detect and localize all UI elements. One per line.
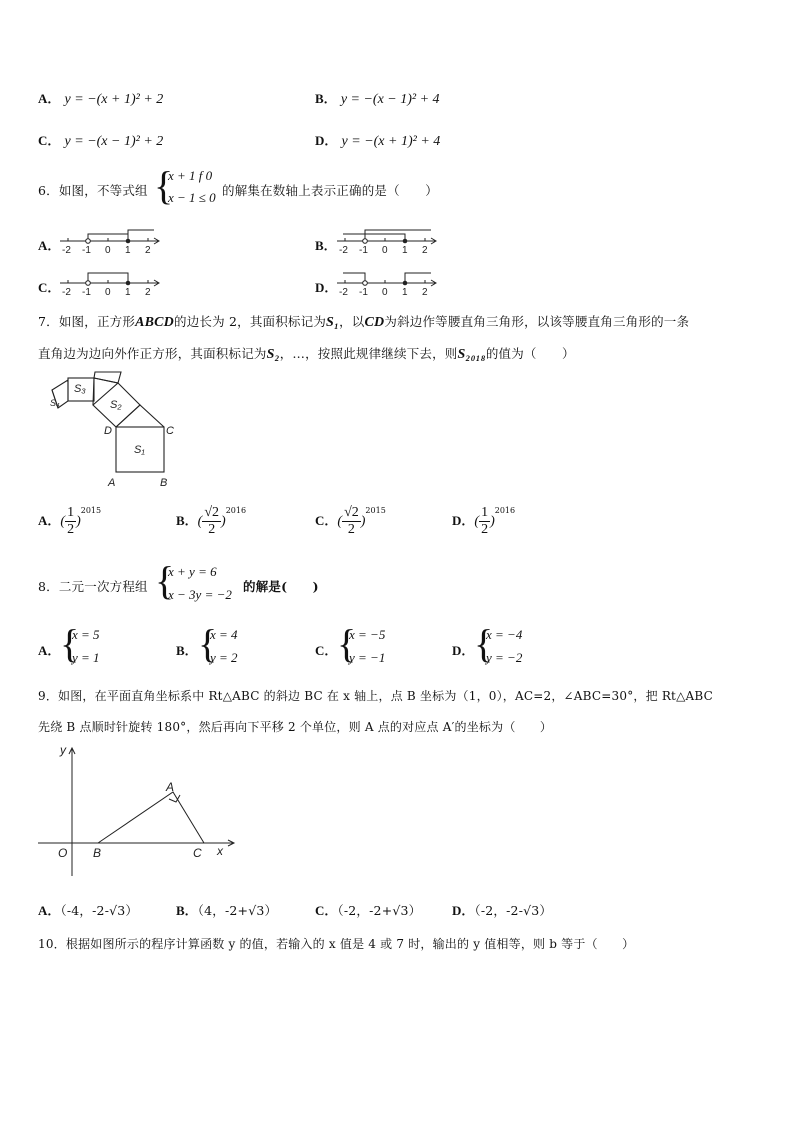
q8-option-c-label[interactable]: C． xyxy=(315,643,338,658)
q9-option-d[interactable] xyxy=(452,900,552,919)
q7-text-2b: ，…，按照此规律继续下去，则 xyxy=(279,346,458,361)
q6-inequality-1: x + 1 f 0 xyxy=(168,168,213,183)
q5-option-c[interactable] xyxy=(38,130,163,150)
q7-option-c-label: C． xyxy=(315,513,338,528)
q6-b-tick-2: -1 xyxy=(359,245,368,254)
q8-option-a-y: y = 1 xyxy=(72,650,100,665)
q7-option-d-den: 2 xyxy=(481,522,489,537)
q5-option-c-label: C． xyxy=(38,133,61,148)
q8-brace: { xyxy=(155,558,175,603)
q6-c-tick-2: -1 xyxy=(82,287,91,296)
q7-text-1b: 的边长为 2，其面积标记为 xyxy=(174,314,327,329)
q6-option-d-label[interactable]: D． xyxy=(315,280,338,295)
q7-text-1a: 7．如图，正方形 xyxy=(38,314,136,329)
q6-c-tick-1: -2 xyxy=(62,287,71,296)
q6-a-tick-2: -1 xyxy=(82,245,91,254)
q7-option-c[interactable]: C．( $\frac{√2}{2}$ )$^{2015}$ xyxy=(315,505,386,537)
q7-text-2a: 直角边为边向外作正方形，其面积标记为 xyxy=(38,346,267,361)
q7-text-2c: 的值为（ ） xyxy=(485,346,575,361)
q9-stem-line-1: 9．如图，在平面直角坐标系中 Rt△ABC 的斜边 BC 在 x 轴上，点 B 坐标为（1，0），AC=2，∠ABC=30°，把 Rt△ABC xyxy=(38,689,713,703)
q9-option-b-value: （4，-2+√3） xyxy=(197,903,278,918)
q7-option-a-label: A． xyxy=(38,513,61,528)
q6-brace: { xyxy=(154,163,174,208)
q7-option-a-fraction xyxy=(65,505,76,538)
q6-d-tick-5: 2 xyxy=(422,287,428,296)
q7-option-d-fraction xyxy=(479,505,490,538)
q6-a-tick-4: 1 xyxy=(125,245,131,254)
q7-s2: S₂ xyxy=(266,347,280,362)
q6-a-tick-3: 0 xyxy=(105,245,111,254)
q6-option-a-label[interactable]: A． xyxy=(38,238,61,253)
q9-option-a-label: A． xyxy=(38,903,61,918)
q7-square-figure xyxy=(38,368,188,492)
q5-option-b-expr: y = −(x − 1)² + 4 xyxy=(340,92,440,107)
q9-option-b[interactable] xyxy=(176,900,277,919)
q9-fig-label-a: A xyxy=(166,780,175,794)
q7-option-b-label: B． xyxy=(176,513,198,528)
q6-a-tick-1: -2 xyxy=(62,245,71,254)
q7-abcd: ABCD xyxy=(135,315,174,330)
q8-option-a-label[interactable]: A． xyxy=(38,643,61,658)
q7-s2018: S₂₀₁₈ xyxy=(457,347,486,362)
q7-option-d-num: 1 xyxy=(481,505,489,520)
q7-option-a-exp: 2015 xyxy=(80,506,102,515)
q7-fig-label-s3: S₃ xyxy=(74,383,86,395)
q7-option-b-exp: 2016 xyxy=(225,506,247,515)
q6-inequality-2: x − 1 ≤ 0 xyxy=(168,190,216,205)
q6-stem-suffix: 的解集在数轴上表示正确的是（ ） xyxy=(222,183,438,198)
q5-option-b[interactable] xyxy=(315,88,440,108)
q5-option-d-label: D． xyxy=(315,133,338,148)
q7-option-b-den: 2 xyxy=(208,522,216,537)
q7-text-1c: ，以 xyxy=(339,314,365,329)
q9-fig-label-o: O xyxy=(58,846,68,860)
q7-option-c-num: √2 xyxy=(344,505,359,520)
q6-b-tick-5: 2 xyxy=(422,245,428,254)
q5-option-d-expr: y = −(x + 1)² + 4 xyxy=(341,134,441,149)
q6-number-line-b xyxy=(335,226,441,254)
q7-option-c-fraction xyxy=(342,505,361,538)
q5-option-d[interactable] xyxy=(315,130,440,150)
q7-fig-label-d: D xyxy=(104,425,112,437)
q8-option-b-y: y = 2 xyxy=(210,650,238,665)
q7-cd: CD xyxy=(364,315,385,330)
q6-b-tick-1: -2 xyxy=(339,245,348,254)
q7-fig-label-s1: S₁ xyxy=(134,444,145,456)
q6-d-tick-1: -2 xyxy=(339,287,348,296)
q7-option-d-exp: 2016 xyxy=(494,506,516,515)
q8-option-b-brace: { xyxy=(198,621,218,666)
q6-number-line-c xyxy=(58,268,164,296)
q6-d-tick-2: -1 xyxy=(359,287,368,296)
q9-coordinate-figure xyxy=(38,742,238,882)
q5-option-c-expr: y = −(x − 1)² + 2 xyxy=(64,134,164,149)
q8-equation-1: x + y = 6 xyxy=(168,564,217,579)
q9-option-b-label: B． xyxy=(176,903,198,918)
q7-fig-label-s2: S₂ xyxy=(110,399,122,411)
q6-b-tick-4: 1 xyxy=(402,245,408,254)
q6-number-line-a xyxy=(58,226,164,254)
q7-fig-label-s4: S₄ xyxy=(50,398,60,408)
q6-d-tick-3: 0 xyxy=(382,287,388,296)
q9-fig-label-y: y xyxy=(60,743,66,757)
q5-option-a-expr: y = −(x + 1)² + 2 xyxy=(64,92,164,107)
q7-fig-label-c: C xyxy=(166,425,174,437)
q7-option-a-den: 2 xyxy=(67,522,75,537)
q7-stem-line-1 xyxy=(38,312,689,331)
q7-option-a[interactable]: A．( $\frac{1}{2}$ )$^{2015}$ xyxy=(38,505,102,537)
q7-option-a-num: 1 xyxy=(67,505,75,520)
q8-option-d-x: x = −4 xyxy=(486,627,523,642)
q7-fig-label-a: A xyxy=(108,477,116,489)
q8-option-d-y: y = −2 xyxy=(486,650,523,665)
q5-option-b-label: B． xyxy=(315,91,337,106)
q6-option-c-label[interactable]: C． xyxy=(38,280,61,295)
q6-d-tick-4: 1 xyxy=(402,287,408,296)
q8-option-a-x: x = 5 xyxy=(72,627,100,642)
q8-option-c-y: y = −1 xyxy=(349,650,386,665)
q9-option-a[interactable] xyxy=(38,900,138,919)
q5-option-a[interactable] xyxy=(38,88,163,108)
q7-text-1d: 为斜边作等腰直角三角形，以该等腰直角三角形的一条 xyxy=(384,314,690,329)
q8-option-d-brace: { xyxy=(474,621,494,666)
q6-c-tick-5: 2 xyxy=(145,287,151,296)
q9-option-a-value: （-4，-2-√3） xyxy=(60,903,139,918)
q8-stem-suffix: 的解是( ) xyxy=(243,579,319,594)
q8-option-c-brace: { xyxy=(337,621,357,666)
q6-a-tick-5: 2 xyxy=(145,245,151,254)
q7-option-c-den: 2 xyxy=(347,522,355,537)
q9-option-d-label: D． xyxy=(452,903,475,918)
q7-stem-line-2 xyxy=(38,344,575,363)
q7-option-d-label: D． xyxy=(452,513,475,528)
q9-option-c[interactable] xyxy=(315,900,421,919)
q9-option-c-label: C． xyxy=(315,903,338,918)
q7-option-b[interactable]: B．( $\frac{√2}{2}$ )$^{2016}$ xyxy=(176,505,247,537)
q7-option-d[interactable]: D．( $\frac{1}{2}$ )$^{2016}$ xyxy=(452,505,516,537)
q7-fig-label-b: B xyxy=(160,477,168,489)
q7-option-b-num: √2 xyxy=(204,505,220,520)
q9-fig-label-b: B xyxy=(93,846,102,860)
q8-option-b-x: x = 4 xyxy=(210,627,238,642)
q8-option-c-x: x = −5 xyxy=(349,627,386,642)
q5-option-a-label: A． xyxy=(38,91,61,106)
q9-fig-label-c: C xyxy=(193,846,202,860)
q8-option-b-label[interactable]: B． xyxy=(176,643,198,658)
q8-equation-2: x − 3y = −2 xyxy=(168,587,232,602)
q7-option-b-fraction xyxy=(202,505,221,538)
q8-option-a-brace: { xyxy=(60,621,80,666)
q6-c-tick-3: 0 xyxy=(105,287,111,296)
q9-stem-line-2: 先绕 B 点顺时针旋转 180°，然后再向下平移 2 个单位，则 A 点的对应点 A′的坐标为（ ） xyxy=(38,720,553,734)
q10-stem: 10．根据如图所示的程序计算函数 y 的值，若输入的 x 值是 4 或 7 时，输出的 y 值相等，则 b 等于（ ） xyxy=(38,937,635,951)
q9-option-c-value: （-2，-2+√3） xyxy=(337,903,422,918)
q7-s1: S₁ xyxy=(326,315,340,330)
q8-option-d-label[interactable]: D． xyxy=(452,643,475,658)
q6-b-tick-3: 0 xyxy=(382,245,388,254)
q6-number-line-d xyxy=(335,268,441,296)
q6-c-tick-4: 1 xyxy=(125,287,131,296)
q8-stem-prefix: 8．二元一次方程组 xyxy=(38,579,148,594)
q6-stem-prefix: 6．如图，不等式组 xyxy=(38,183,148,198)
q6-option-b-label[interactable]: B． xyxy=(315,238,337,253)
q7-option-c-exp: 2015 xyxy=(365,506,386,515)
q9-option-d-value: （-2，-2-√3） xyxy=(474,903,553,918)
q9-fig-label-x: x xyxy=(217,844,223,858)
